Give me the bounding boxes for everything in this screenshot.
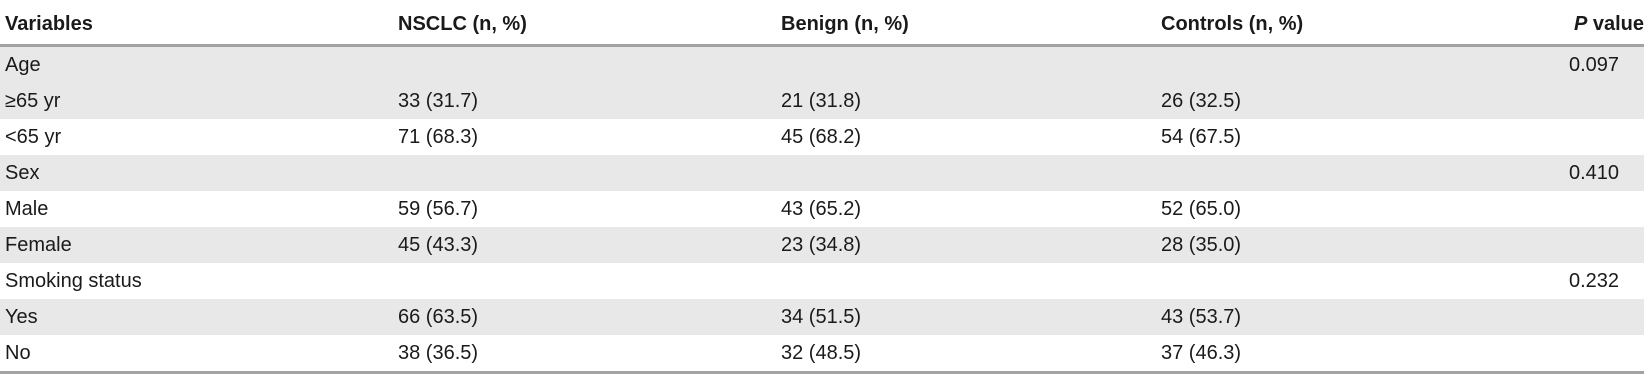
header-p-value xyxy=(1548,4,1644,46)
cell-nsclc xyxy=(393,263,776,299)
header-p-rest: value xyxy=(1587,12,1644,35)
table-row xyxy=(0,263,1644,299)
cell-variable: Male xyxy=(5,197,49,220)
cell-nsclc xyxy=(393,155,776,191)
cell-controls: 37 (46.3) xyxy=(1156,335,1548,373)
cell-nsclc: 45 (43.3) xyxy=(393,227,776,263)
cell-controls: 54 (67.5) xyxy=(1161,125,1242,148)
header-controls: Controls (n, %) xyxy=(1156,4,1548,46)
header-variables: Variables xyxy=(0,4,393,46)
cell-benign: 21 (31.8) xyxy=(776,83,1156,119)
cell-nsclc: 33 (31.7) xyxy=(393,83,776,119)
cell-variable: No xyxy=(0,335,393,373)
cell-nsclc: 66 (63.5) xyxy=(393,299,776,335)
cell-benign: 45 (68.2) xyxy=(781,125,862,148)
table-row xyxy=(0,299,1644,335)
cell-benign xyxy=(776,46,1156,84)
table-row xyxy=(0,119,1644,155)
cell-p-value: 0.410 xyxy=(1548,155,1644,191)
cell-benign: 32 (48.5) xyxy=(776,335,1156,373)
header-benign: Benign (n, %) xyxy=(776,4,1156,46)
cell-p-value xyxy=(1548,299,1644,335)
cell-nsclc: 38 (36.5) xyxy=(393,335,776,373)
table-row xyxy=(0,335,1644,373)
cell-controls: 26 (32.5) xyxy=(1156,83,1548,119)
table-row xyxy=(0,46,1644,84)
demographics-table xyxy=(0,4,1644,374)
cell-variable: ≥65 yr xyxy=(0,83,393,119)
cell-p-value: 0.097 xyxy=(1548,46,1644,84)
cell-p-value xyxy=(1548,83,1644,119)
cell-nsclc xyxy=(393,46,776,84)
cell-controls xyxy=(1156,263,1548,299)
cell-p-value xyxy=(1548,227,1644,263)
cell-benign: 34 (51.5) xyxy=(776,299,1156,335)
table-row xyxy=(0,191,1644,227)
cell-variable: Sex xyxy=(0,155,393,191)
cell-controls: 52 (65.0) xyxy=(1161,197,1242,220)
cell-benign: 23 (34.8) xyxy=(776,227,1156,263)
cell-nsclc: 71 (68.3) xyxy=(398,125,479,148)
cell-controls xyxy=(1156,46,1548,84)
cell-nsclc: 59 (56.7) xyxy=(398,197,479,220)
cell-controls: 28 (35.0) xyxy=(1156,227,1548,263)
table-row xyxy=(0,155,1644,191)
cell-variable: Female xyxy=(0,227,393,263)
header-p-italic: P xyxy=(1573,12,1588,35)
cell-benign: 43 (65.2) xyxy=(781,197,862,220)
cell-benign xyxy=(776,155,1156,191)
cell-controls: 43 (53.7) xyxy=(1156,299,1548,335)
cell-p-value xyxy=(1548,335,1644,373)
table-row xyxy=(0,83,1644,119)
cell-p-value: 0.232 xyxy=(1569,269,1620,292)
table-header-row xyxy=(0,4,1644,46)
table-row xyxy=(0,227,1644,263)
cell-benign xyxy=(776,263,1156,299)
header-nsclc: NSCLC (n, %) xyxy=(393,4,776,46)
cell-variable: Age xyxy=(0,46,393,84)
cell-variable: Yes xyxy=(0,299,393,335)
cell-variable: Smoking status xyxy=(5,269,142,292)
cell-variable: <65 yr xyxy=(5,125,62,148)
cell-p-value xyxy=(1548,119,1644,155)
cell-p-value xyxy=(1548,191,1644,227)
cell-controls xyxy=(1156,155,1548,191)
